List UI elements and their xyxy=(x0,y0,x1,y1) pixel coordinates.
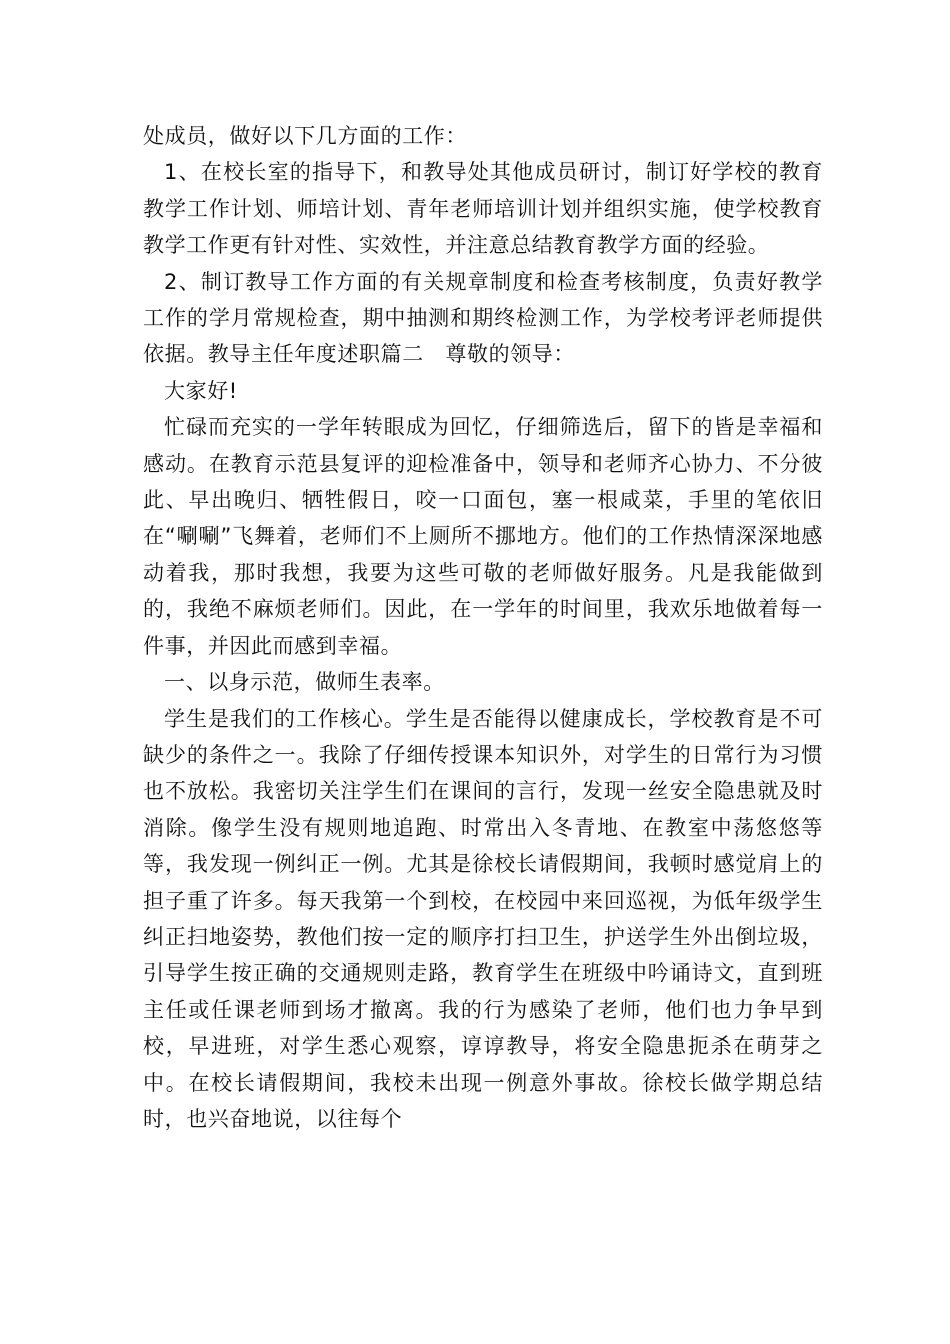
paragraph-3: 2、制订教导工作方面的有关规章制度和检查考核制度，负责好教学工作的学月常规检查，期中抽测和期终检测工作，为学校考评老师提供依据。教导主任年度述职篇二 尊敬的领导： xyxy=(143,269,823,367)
paragraph-1: 处成员，做好以下几方面的工作： xyxy=(143,124,467,148)
paragraph-6: 一、以身示范，做师生表率。 xyxy=(164,670,445,695)
paragraph-5: 忙碌而充实的一学年转眼成为回忆，仔细筛选后，留下的皆是幸福和感动。在教育示范县复评的迎检准备中，领导和老师齐心协力、不分彼此、早出晚归、牺牲假日，咬一口面包，塞一根咸菜，手里的笔依旧在“唰唰”飞舞着，老师们不上厕所不挪地方。他们的工作热情深深地感动着我，那时我想，我要为这些可敬的老师做好服务。凡是我能做到的，我绝不麻烦老师们。因此，在一学年的时间里，我欢乐地做着每一件事，并因此而感到幸福。 xyxy=(143,415,823,658)
document-body xyxy=(143,118,823,1137)
paragraph-4: 大家好! xyxy=(164,378,238,403)
paragraph-7: 学生是我们的工作核心。学生是否能得以健康成长，学校教育是不可缺少的条件之一。我除了仔细传授课本知识外，对学生的日常行为习惯也不放松。我密切关注学生们在课间的言行，发现一丝安全隐患就及时消除。像学生没有规则地追跑、时常出入冬青地、在教室中荡悠悠等等，我发现一例纠正一例。尤其是徐校长请假期间，我顿时感觉肩上的担子重了许多。每天我第一个到校，在校园中来回巡视，为低年级学生纠正扫地姿势，教他们按一定的顺序打扫卫生，护送学生外出倒垃圾，引导学生按正确的交通规则走路，教育学生在班级中吟诵诗文，直到班主任或任课老师到场才撤离。我的行为感染了老师，他们也力争早到校，早进班，对学生悉心观察，谆谆教导，将安全隐患扼杀在萌芽之中。在校长请假期间，我校未出现一例意外事故。徐校长做学期总结时，也兴奋地说，以往每个 xyxy=(143,706,823,1131)
paragraph-2: 1、在校长室的指导下，和教导处其他成员研讨，制订好学校的教育教学工作计划、师培计划、青年老师培训计划并组织实施，使学校教育教学工作更有针对性、实效性，并注意总结教育教学方面的经验。 xyxy=(143,160,823,258)
